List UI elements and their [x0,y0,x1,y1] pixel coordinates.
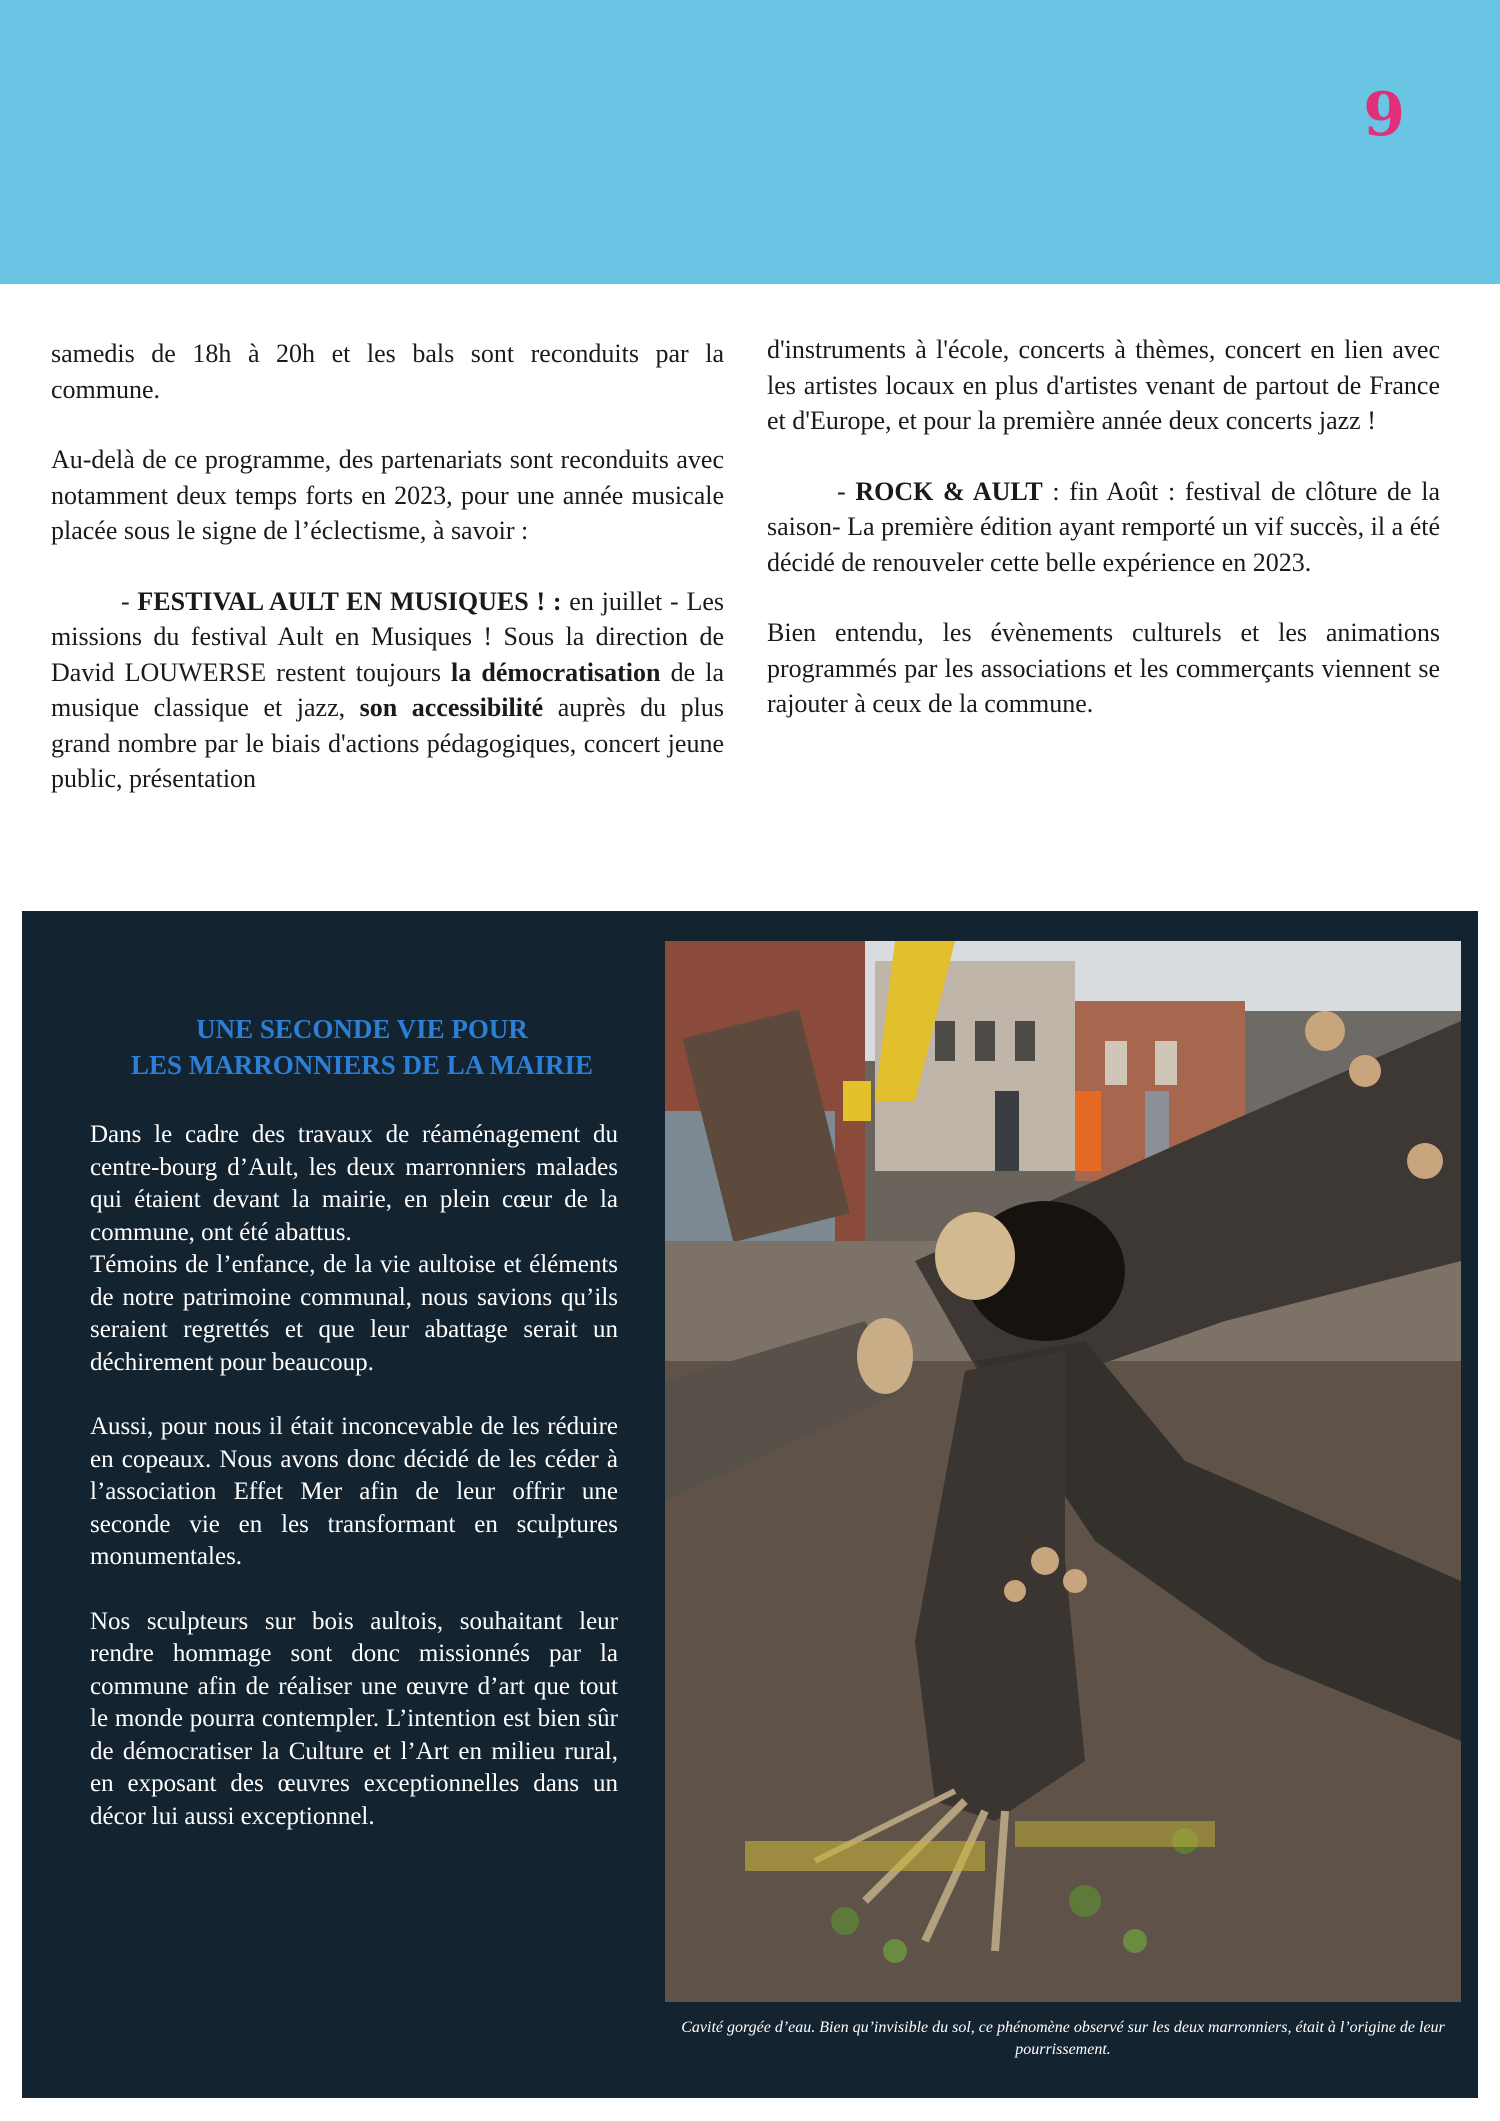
rock-ault-text: : fin Août : festival de clôture de la saison- La première édition ayant remporté un vif succès, il a été décidé de renouveler cette belle expérience en 2023. [767,476,1440,577]
right-paragraph-1: d'instruments à l'école, concerts à thèmes, concert en lien avec les artistes locaux en plus d'artistes venant de partout de France et d'Europe, et pour la première année deux concerts jazz ! [767,335,1440,435]
bullet-dash: - [121,586,138,616]
feature-paragraph-1b: Témoins de l’enfance, de la vie aultoise et éléments de notre patrimoine communal, nous savions qu’ils seraient regrettés et que leur abattage serait un déchirement pour beaucoup. [90,1251,618,1376]
feature-paragraph-1 [90,1119,618,1379]
feature-title [72,1011,652,1083]
felled-chestnut-tree-photo [665,941,1461,2002]
festival-text-3: auprès du plus grand nombre par le biais d'actions pédagogiques, concert jeune public, présentation [51,693,724,793]
felled-tree-illustration [665,941,1461,2002]
bullet-dash: - [837,476,856,506]
right-paragraph-2 [767,474,1440,581]
rock-ault-name: ROCK & AULT [855,476,1043,506]
feature-text [90,1119,618,1865]
democratisation-bold: la démocratisation [451,657,661,687]
feature-paragraph-1a: Dans le cadre des travaux de réaménagement du centre-bourg d’Ault, les deux marronniers malades qui étaient devant la mairie, en plein cœur de la commune, ont été abattus. [90,1121,618,1246]
feature-title-line-2: LES MARRONNIERS DE LA MAIRIE [130,1050,594,1080]
right-paragraph-3: Bien entendu, les évènements culturels et les animations programmés par les associations et les commerçants viennent se rajouter à ceux de la commune. [767,618,1440,718]
accessibility-bold: son accessibilité [359,693,544,722]
page-number: 9 [1363,80,1405,150]
festival-text-1: en juillet - Les missions du festival Ault en Musiques ! Sous la direction de David LOUWERSE restent toujours [51,586,724,687]
left-paragraph-1: samedis de 18h à 20h et les bals sont reconduits par la commune. [51,339,724,404]
header-band [0,0,1500,284]
feature-box [22,911,1478,2098]
festival-text-2: de la musique classique et jazz, [51,657,724,722]
right-column [767,332,1440,757]
festival-name: FESTIVAL AULT EN MUSIQUES ! : [137,586,562,616]
feature-paragraph-2: Aussi, pour nous il était inconcevable de les réduire en copeaux. Nous avons donc décidé de les céder à l’association Effet Mer afin de leur offrir une seconde vie en les transformant en sculptures monumentales. [90,1413,618,1570]
left-column [51,336,724,832]
feature-title-line-1: UNE SECONDE VIE POUR [196,1014,528,1044]
left-paragraph-3 [51,584,724,797]
photo-caption: Cavité gorgée d’eau. Bien qu’invisible du sol, ce phénomène observé sur les deux marronniers, était à l’origine de leur pourrissement. [681,2019,1445,2058]
feature-paragraph-3: Nos sculpteurs sur bois aultois, souhaitant leur rendre hommage sont donc missionnés par la commune afin de réaliser une œuvre d’art que tout le monde pourra contempler. L’intention est bien sûr de démocratiser la Culture et l’Art en milieu rural, en exposant des œuvres exceptionnelles dans un décor lui aussi exceptionnel. [90,1607,618,1830]
left-paragraph-2: Au-delà de ce programme, des partenariats sont reconduits avec notamment deux temps forts en 2023, pour une année musicale placée sous le signe de l’éclectisme, à savoir : [51,445,724,545]
